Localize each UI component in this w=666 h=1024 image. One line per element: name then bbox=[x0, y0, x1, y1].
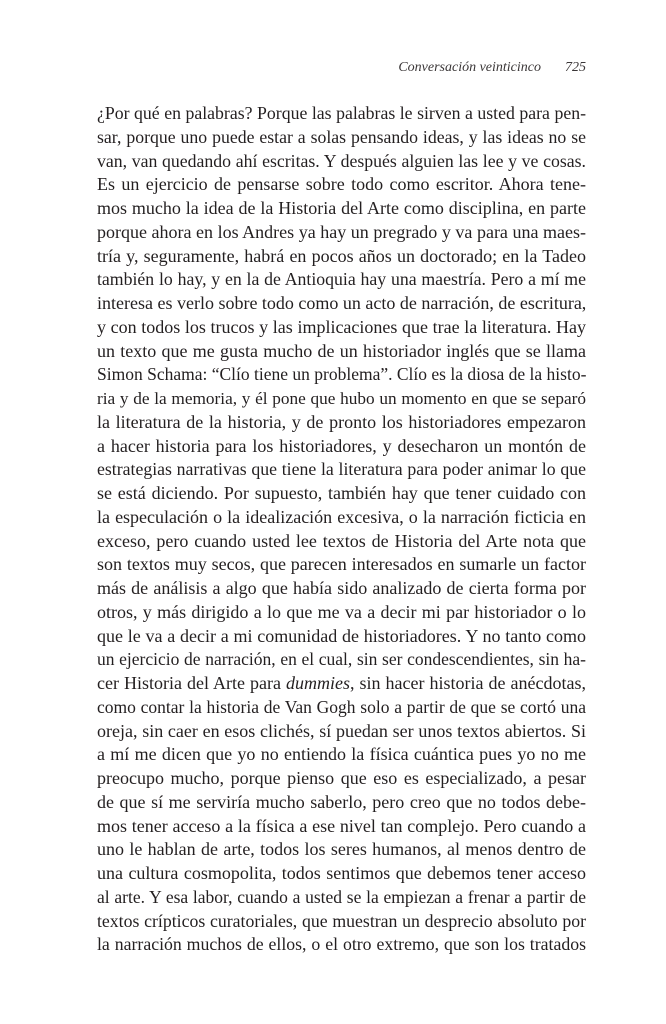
text-line: a mí me dicen que yo no entiendo la física cuántica pues yo no me bbox=[97, 744, 586, 765]
running-head-title: Conversación veinticinco bbox=[398, 60, 541, 75]
text-line: oreja, sin caer en esos clichés, sí puedan ser unos textos abiertos. Si bbox=[97, 720, 586, 741]
text-line: al arte. Y esa labor, cuando a usted se la empiezan a frenar a partir de bbox=[97, 886, 586, 907]
text-line: Simon Schama: “Clío tiene un problema”. Clío es la diosa de la histo- bbox=[97, 364, 586, 385]
text-line: también lo hay, y en la de Antioquia hay una maestría. Pero a mí me bbox=[97, 269, 586, 290]
text-line: la narración muchos de ellos, o el otro extremo, que son los tratados bbox=[97, 934, 586, 955]
text-line: Es un ejercicio de pensarse sobre todo como escritor. Ahora tene- bbox=[97, 174, 586, 195]
text-line: una cultura cosmopolita, todos sentimos que debemos tener acceso bbox=[97, 863, 586, 883]
text-line: un texto que me gusta mucho de un historiador inglés que se llama bbox=[97, 340, 586, 361]
text-line: y con todos los trucos y las implicaciones que trae la literatura. Hay bbox=[97, 316, 586, 337]
text-line: van, van quedando ahí escritas. Y después alguien las lee y ve cosas. bbox=[97, 150, 586, 171]
text-line: ria y de la memoria, y él pone que hubo un momento en que se separó bbox=[97, 389, 586, 408]
text-line: mos mucho la idea de la Historia del Arte como disciplina, en parte bbox=[97, 198, 586, 218]
text-line: sar, porque uno puede estar a solas pensando ideas, y las ideas no se bbox=[97, 126, 586, 147]
text-line: estrategias narrativas que tiene la literatura para poder animar lo que bbox=[97, 459, 586, 480]
text-line: mos tener acceso a la física a ese nivel tan complejo. Pero cuando a bbox=[97, 815, 586, 836]
text-line: la especulación o la idealización excesiva, o la narración ficticia en bbox=[97, 506, 586, 527]
running-head bbox=[340, 58, 586, 78]
text-line: preocupo mucho, porque pienso que eso es especializado, a pesar bbox=[97, 768, 586, 788]
text-line: ¿Por qué en palabras? Porque las palabras le sirven a usted para pen- bbox=[97, 103, 586, 123]
italic-term-dummies: dummies bbox=[286, 673, 350, 693]
text-line: a hacer historia para los historiadores, y desecharon un montón de bbox=[97, 435, 586, 456]
text-segment: cer Historia del Arte para bbox=[97, 673, 286, 693]
text-line: tría y, seguramente, habrá en pocos años un doctorado; en la Tadeo bbox=[97, 245, 586, 266]
text-line: interesa es verlo sobre todo como un acto de narración, de escritura, bbox=[97, 293, 586, 313]
text-line: porque ahora en los Andres ya hay un pregrado y va para una maes- bbox=[97, 221, 586, 242]
text-line-with-italic bbox=[97, 672, 586, 696]
text-line: otros, y más dirigido a lo que me va a decir mi par historiador o lo bbox=[97, 601, 586, 622]
text-line: como contar la historia de Van Gogh solo a partir de que se cortó una bbox=[97, 696, 586, 717]
text-line: que le va a decir a mi comunidad de historiadores. Y no tanto como bbox=[97, 625, 586, 646]
text-segment: , sin hacer historia de anécdotas, bbox=[350, 673, 586, 693]
text-line: se está diciendo. Por supuesto, también hay que tener cuidado con bbox=[97, 483, 586, 503]
text-line: la literatura de la historia, y de pronto los historiadores empezaron bbox=[97, 411, 586, 432]
text-line: exceso, pero cuando usted lee textos de Historia del Arte nota que bbox=[97, 530, 586, 551]
text-line: de que sí me serviría mucho saberlo, pero creo que no todos debe- bbox=[97, 791, 586, 812]
text-line: un ejercicio de narración, en el cual, sin ser condescendientes, sin ha- bbox=[97, 649, 586, 670]
text-line: uno le hablan de arte, todos los seres humanos, al menos dentro de bbox=[97, 839, 586, 860]
text-line: textos crípticos curatoriales, que muestran un desprecio absoluto por bbox=[97, 910, 586, 931]
page-number: 725 bbox=[565, 60, 586, 75]
text-line: son textos muy secos, que parecen interesados en sumarle un factor bbox=[97, 554, 586, 575]
text-line: más de análisis a algo que había sido analizado de cierta forma por bbox=[97, 578, 586, 598]
body-text bbox=[97, 102, 586, 957]
